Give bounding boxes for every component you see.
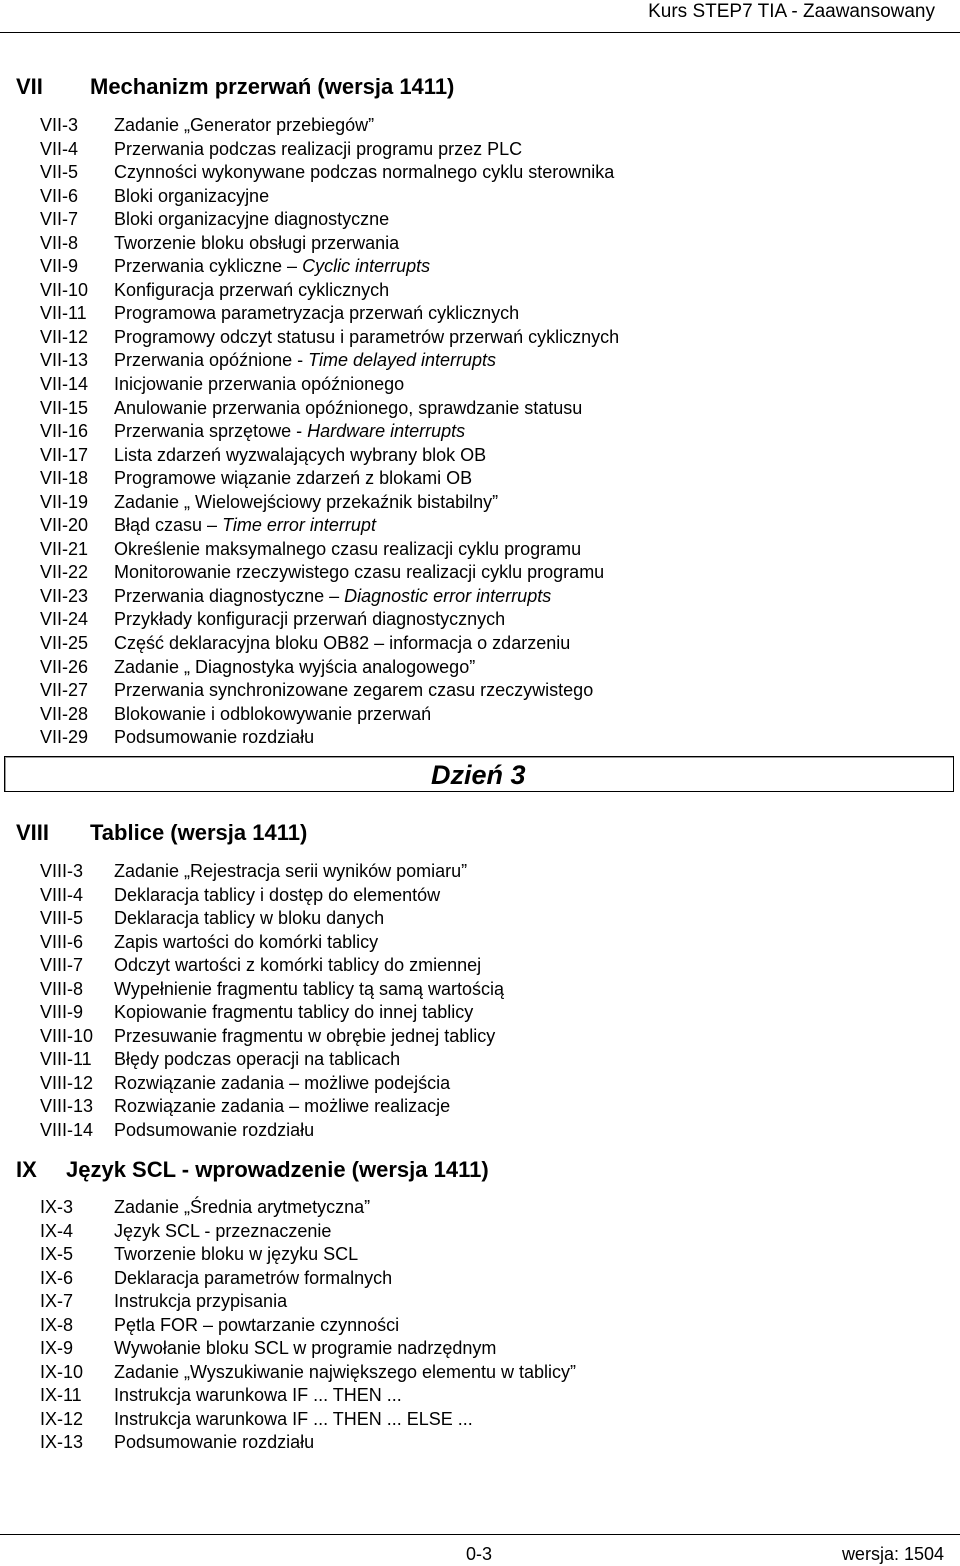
entry-code: VII-29 [40,727,89,748]
entry-title [114,608,505,632]
day-label: Dzień 3 [431,760,526,790]
entry-code: IX-9 [40,1338,74,1359]
entry-code: VIII-3 [40,861,84,881]
entry-text: Przerwania diagnostyczne – [114,585,345,606]
entry-title [114,656,475,680]
header-title: Kurs STEP7 TIA - Zaawansowany [648,1,935,22]
entry-code: VII-15 [40,397,89,418]
entry-code: IX-7 [40,1291,74,1312]
entry-title [114,726,314,750]
entry-text: Zadanie „Średnia arytmetyczna” [114,1197,371,1217]
entry-title [114,1431,314,1455]
entry-code: VII-5 [40,162,79,183]
entry-code: VII-10 [40,279,89,300]
entry-title [114,349,496,373]
entry-title [114,703,431,727]
entry-title [114,1290,287,1314]
entry-code: IX-10 [40,1361,84,1382]
entry-title [114,491,498,515]
entry-text: Programowy odczyt statusu i parametrów przerwań cyklicznych [114,326,620,347]
entry-title [114,420,465,444]
entry-text: Bloki organizacyjne diagnostyczne [114,209,390,230]
entry-text: Zadanie „Generator przebiegów” [114,115,375,135]
entry-text: Kopiowanie fragmentu tablicy do innej tablicy [114,1002,474,1023]
entry-code: VII-19 [40,491,89,512]
entry-text: Przerwania cykliczne – [114,256,303,277]
entry-title [114,679,593,703]
entry-code: VIII-7 [40,955,84,976]
entry-text: Rozwiązanie zadania – możliwe realizacje [114,1096,451,1117]
entry-title [114,161,614,185]
entry-title [114,1243,358,1267]
entry-text: Instrukcja warunkowa IF ... THEN ... ELSE ... [114,1408,473,1429]
entry-text: Przykłady konfiguracji przerwań diagnostycznych [114,609,506,630]
entry-text: Odczyt wartości z komórki tablicy do zmiennej [114,955,482,976]
entry-text: Określenie maksymalnego czasu realizacji cyklu programu [114,538,582,559]
entry-title [114,907,384,931]
entry-title [114,1001,473,1025]
entry-title [114,1196,370,1220]
entry-text: Zadanie „ Diagnostyka wyjścia analogowego” [114,656,476,677]
entry-text: Deklaracja tablicy i dostęp do elementów [114,884,441,905]
entry-title [114,1072,450,1096]
entry-code: VIII-5 [40,908,84,929]
entry-text: Tworzenie bloku w języku SCL [114,1244,359,1265]
entry-title [114,931,378,955]
entry-text: Lista zdarzeń wyzwalających wybrany blok OB [114,444,487,465]
entry-code: VIII-4 [40,884,84,905]
entry-text: Część deklaracyjna bloku OB82 – informacja o zdarzeniu [114,633,571,654]
entry-text: Przesuwanie fragmentu w obrębie jednej tablicy [114,1025,496,1046]
page-number: 0-3 [466,1544,493,1564]
entry-text: Błąd czasu – [114,515,223,536]
entry-title [114,978,504,1002]
entry-text: Zadanie „Rejestracja serii wyników pomiaru” [114,861,468,881]
entry-code: VII-20 [40,515,89,536]
entry-title [114,1337,496,1361]
entry-text: Podsumowanie rozdziału [114,1432,315,1453]
entry-code: VII-24 [40,609,89,630]
entry-title [114,302,519,326]
entry-text: Podsumowanie rozdziału [114,1120,315,1141]
chapter-title: Mechanizm przerwań (wersja 1411) [90,74,455,99]
entry-text: Rozwiązanie zadania – możliwe podejścia [114,1072,451,1093]
header-rule [0,32,960,33]
entry-text: Przerwania synchronizowane zegarem czasu rzeczywistego [114,680,594,701]
entry-title [114,208,389,232]
entry-text: Anulowanie przerwania opóźnionego, sprawdzanie statusu [114,397,583,418]
entry-title [114,1048,400,1072]
entry-text: Deklaracja parametrów formalnych [114,1267,393,1288]
entry-title [114,1220,331,1244]
entry-text: Przerwania podczas realizacji programu przez PLC [114,138,523,159]
footer-rule [0,1534,960,1535]
version-label: wersja: 1504 [841,1544,944,1564]
entry-text: Tworzenie bloku obsługi przerwania [114,232,400,253]
entry-code: IX-5 [40,1244,74,1265]
entry-english-term: Diagnostic error interrupts [344,585,552,606]
entry-text: Instrukcja warunkowa IF ... THEN ... [114,1385,402,1406]
entry-code: IX-13 [40,1432,84,1453]
entry-text: Instrukcja przypisania [114,1291,288,1312]
chapter-title: Tablice (wersja 1411) [90,820,308,845]
entry-code: VII-12 [40,326,89,347]
entry-title [114,397,582,421]
entry-text: Zadanie „Wyszukiwanie największego elementu w tablicy” [114,1361,577,1382]
entry-code: VIII-10 [40,1025,94,1046]
entry-title [114,860,467,884]
entry-title [114,1095,450,1119]
entry-code: VII-28 [40,703,89,724]
entry-title [114,954,481,978]
entry-text: Deklaracja tablicy w bloku danych [114,908,385,929]
entry-text: Pętla FOR – powtarzanie czynności [114,1314,400,1335]
entry-code: VIII-9 [40,1002,84,1023]
entry-code: VII-18 [40,468,89,489]
entry-title [114,1119,314,1143]
entry-code: VIII-13 [40,1096,94,1117]
entry-text: Podsumowanie rozdziału [114,727,315,748]
entry-text: Programowa parametryzacja przerwań cyklicznych [114,303,520,324]
entry-title [114,114,374,138]
entry-code: IX-3 [40,1197,74,1217]
entry-text: Przerwania opóźnione - [114,350,309,371]
entry-code: VII-9 [40,256,79,277]
entry-text: Wywołanie bloku SCL w programie nadrzędnym [114,1338,497,1359]
chapter-number: IX [16,1157,37,1182]
entry-title [114,326,619,350]
entry-code: VII-17 [40,444,89,465]
entry-code: IX-4 [40,1220,74,1241]
entry-code: IX-8 [40,1314,74,1335]
entry-title [114,884,440,908]
entry-code: VII-8 [40,232,79,253]
entry-title [114,444,486,468]
entry-code: VII-3 [40,115,79,135]
chapter-title: Język SCL - wprowadzenie (wersja 1411) [66,1157,489,1182]
entry-text: Bloki organizacyjne [114,185,270,206]
entry-text: Zapis wartości do komórki tablicy [114,931,379,952]
entry-code: VII-11 [40,303,87,324]
entry-english-term: Time delayed interrupts [308,350,497,371]
entry-code: VII-4 [40,138,79,159]
chapter-number: VII [16,74,43,99]
entry-code: IX-11 [40,1385,82,1406]
entry-code: VIII-8 [40,978,84,999]
entry-text: Błędy podczas operacji na tablicach [114,1049,401,1070]
entry-text: Przerwania sprzętowe - [114,421,308,442]
entry-title [114,538,581,562]
entry-code: VII-23 [40,585,89,606]
entry-text: Blokowanie i odblokowywanie przerwań [114,703,432,724]
entry-text: Monitorowanie rzeczywistego czasu realizacji cyklu programu [114,562,605,583]
entry-code: VII-26 [40,656,89,677]
entry-title [114,1314,399,1338]
entry-text: Czynności wykonywane podczas normalnego cyklu sterownika [114,162,615,183]
entry-title [114,185,269,209]
entry-title [114,373,404,397]
entry-code: VII-21 [40,538,89,559]
entry-text: Inicjowanie przerwania opóźnionego [114,374,405,395]
entry-title [114,232,399,256]
entry-title [114,138,522,162]
entry-code: VII-27 [40,680,89,701]
entry-title [114,467,472,491]
entry-code: VIII-11 [40,1049,92,1070]
entry-english-term: Time error interrupt [222,515,376,536]
entry-code: VII-6 [40,185,79,206]
entry-title [114,1267,392,1291]
entry-title [114,632,570,656]
entry-code: VIII-14 [40,1120,94,1141]
entry-title [114,279,389,303]
entry-english-term: Hardware interrupts [307,421,466,442]
entry-code: VII-16 [40,421,89,442]
entry-code: IX-12 [40,1408,84,1429]
entry-code: VII-22 [40,562,89,583]
entry-text: Język SCL - przeznaczenie [114,1220,332,1241]
entry-text: Programowe wiązanie zdarzeń z blokami OB [114,468,473,489]
entry-title [114,585,551,609]
entry-title [114,1384,402,1408]
entry-code: VII-7 [40,209,79,230]
entry-code: VII-25 [40,633,89,654]
entry-title [114,514,376,538]
entry-title [114,1408,473,1432]
entry-title [114,1025,495,1049]
entry-code: VIII-6 [40,931,84,952]
entry-text: Konfiguracja przerwań cyklicznych [114,279,390,300]
entry-title [114,1361,576,1385]
entry-code: IX-6 [40,1267,74,1288]
entry-code: VIII-12 [40,1072,94,1093]
entry-title [114,561,604,585]
entry-code: VII-13 [40,350,89,371]
entry-text: Zadanie „ Wielowejściowy przekaźnik bistabilny” [114,491,499,512]
entry-text: Wypełnienie fragmentu tablicy tą samą wartością [114,978,505,999]
chapter-number: VIII [16,820,50,845]
entry-code: VII-14 [40,374,89,395]
entry-title [114,255,430,279]
entry-english-term: Cyclic interrupts [302,256,431,277]
